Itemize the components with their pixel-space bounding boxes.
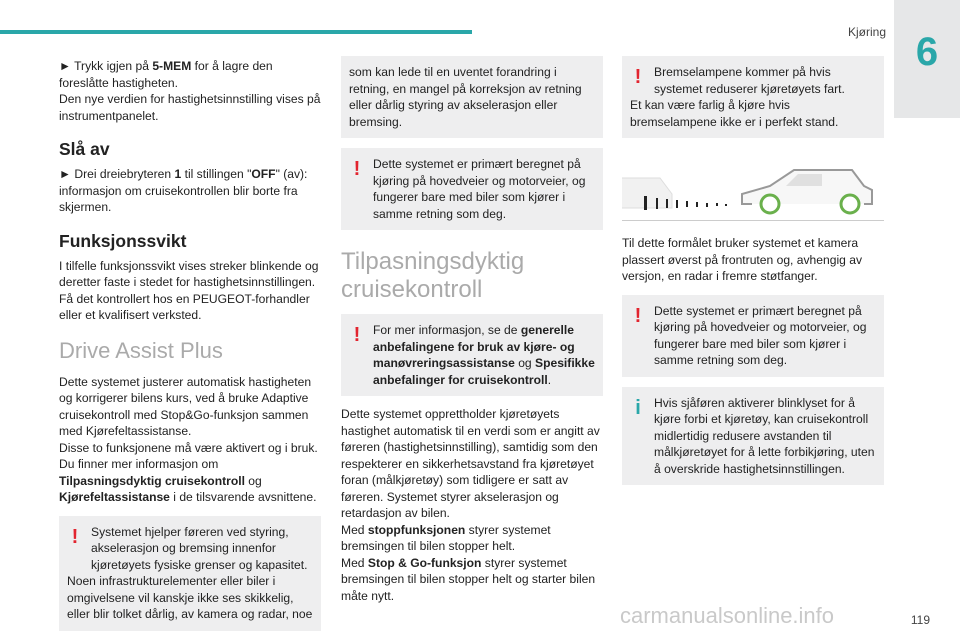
note-box: ! For mer informasjon, se de generelle anbefalingene for bruk av kjøre- og manøvreringsassistanse og Spesifikke anbefalinger for cruisekontroll. <box>341 314 603 396</box>
paragraph: Med stoppfunksjonen styrer systemet bremsingen til bilen stopper helt. <box>341 522 551 553</box>
warning-box: ! Systemet hjelper føreren ved styring, akselerasjon og bremsing innenfor kjøretøyets fysiske grenser og kapasitet. Noen infrastrukturelementer eller biler i omgivelsene vil kanskje ikke ses skikkelig, eller blir tolket dårlig, av kamera og radar, noe <box>59 516 321 631</box>
paragraph: Dette systemet opprettholder kjøretøyets hastighet automatisk til en verdi som er angitt av føreren (hastighetsinnstilling), samtidig som den respekterer en sikkerhetsavstand fra kjøretøyet foran (målkjøretøy) som tidligere er satt av føreren. Systemet styrer akselerasjon og retardasjon av bilen. <box>341 407 600 520</box>
column-2 <box>341 56 603 604</box>
info-icon: i <box>635 396 641 419</box>
paragraph: Dette systemet justerer automatisk hastigheten og korrigerer bilens kurs, ved å bruke Adaptive cruisekontroll med Stop&Go-funksjon sammen med Kjørefeltassistanse. <box>59 374 312 438</box>
paragraph: Du finner mer informasjon om <box>59 457 219 471</box>
paragraph: Kjørefeltassistanse i de tilsvarende avsnittene. <box>59 490 317 504</box>
page-number: 119 <box>910 613 930 627</box>
warning-icon: ! <box>353 324 361 346</box>
watermark: carmanualsonline.info <box>620 603 835 628</box>
warning-box-continued: som kan lede til en uventet forandring i retning, en mangel på korreksjon av retning eller dårlig styring av akselerasjon eller bremsing. <box>341 56 603 138</box>
paragraph: I tilfelle funksjonssvikt vises streker blinkende og deretter faste i stedet for hastighetsinnstillingen. <box>59 258 319 289</box>
car-illustration <box>622 164 884 221</box>
paragraph: Tilpasningsdyktig cruisekontroll og <box>59 473 262 488</box>
column-3 <box>622 56 884 495</box>
paragraph: Få det kontrollert hos en PEUGEOT-forhandler eller et kvalifisert verksted. <box>59 291 310 322</box>
warning-icon: ! <box>353 158 361 180</box>
heading-drive-assist-plus: Drive Assist Plus <box>59 337 223 363</box>
heading-tilpasningsdyktig-cruisekontroll: Tilpasningsdyktig cruisekontroll <box>341 248 525 303</box>
paragraph: Med Stop & Go-funksjon styrer systemet bremsingen til bilen stopper helt og starter bilen måte nytt. <box>341 555 596 603</box>
chapter-number: 6 <box>915 30 939 74</box>
chapter-tab <box>894 0 960 118</box>
warning-box: ! Dette systemet er primært beregnet på kjøring på hovedveier og motorveier, og fungerer bare med biler som kjører i samme retning som deg. <box>622 295 884 377</box>
car-radar-illustration <box>622 164 884 220</box>
warning-icon: ! <box>634 304 642 327</box>
paragraph: Den nye verdien for hastighetsinnstilling vises på instrumentpanelet. <box>59 92 321 123</box>
heading-funksjonssvikt: Funksjonssvikt <box>59 230 187 251</box>
paragraph: ► Drei dreiebryteren 1 til stillingen "OFF" (av): informasjon om cruisekontrollen blir borte fra skjermen. <box>59 167 308 214</box>
paragraph: ► Trykk igjen på 5-MEM for å lagre den foreslåtte hastigheten. <box>59 59 273 90</box>
info-box: i Hvis sjåføren aktiverer blinklyset for å kjøre forbi et kjøretøy, kan cruisekontroll midlertidig redusere avstanden til målkjøretøyet for å lette forbikjøring, uten å overskride hastighetsinnstillingen. <box>622 387 884 486</box>
section-title: Kjøring <box>847 25 886 39</box>
header-accent-bar <box>0 30 472 34</box>
paragraph: Disse to funksjonene må være aktivert og i bruk. <box>59 440 318 455</box>
warning-box: ! Dette systemet er primært beregnet på kjøring på hovedveier og motorveier, og fungerer bare med biler som kjører i samme retning som deg. <box>341 148 603 230</box>
warning-box: ! Bremselampene kommer på hvis systemet reduserer kjøretøyets fart. Et kan være farlig å kjøre hvis bremselampene ikke er i perfekt stand. <box>622 56 884 138</box>
warning-icon: ! <box>71 525 79 548</box>
heading-slaa-av: Slå av <box>59 139 110 159</box>
warning-icon: ! <box>634 66 642 88</box>
column-1 <box>59 58 321 641</box>
paragraph: Til dette formålet bruker systemet et kamera plassert øverst på frontruten og, avhengig av versjon, en radar i fremre støtfanger. <box>622 236 862 283</box>
